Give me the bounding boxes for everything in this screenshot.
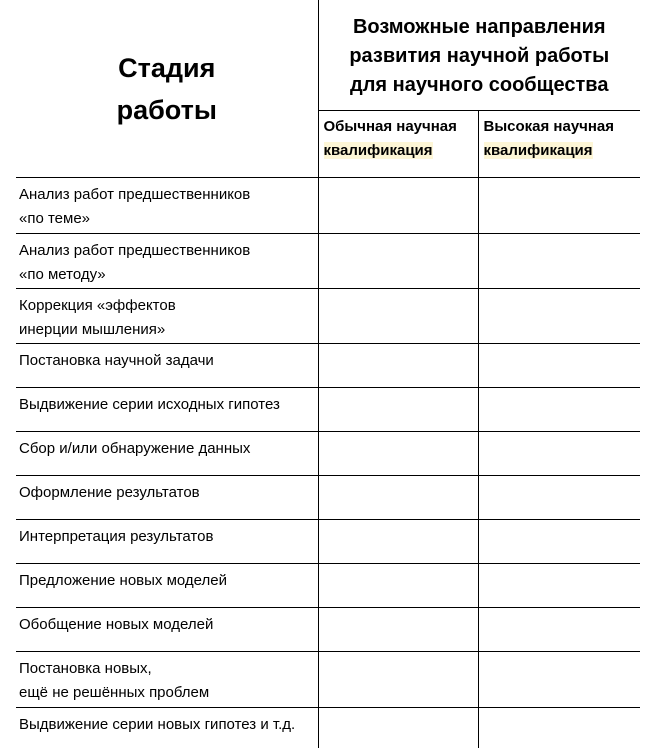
- regular-cell[interactable]: [318, 520, 478, 564]
- stage-line1: Постановка новых,: [19, 660, 152, 677]
- stage-header-line2: работы: [116, 94, 217, 125]
- high-cell[interactable]: [478, 344, 640, 388]
- regular-cell[interactable]: [318, 476, 478, 520]
- stage-column-header: [16, 0, 318, 178]
- table-row: [16, 520, 640, 564]
- regular-cell[interactable]: [318, 608, 478, 652]
- research-stages-table: [16, 0, 640, 748]
- table-row: [16, 708, 640, 748]
- table-row: [16, 564, 640, 608]
- directions-header-line2: развития научной работы: [349, 44, 610, 67]
- directions-header-line3: для научного сообщества: [350, 73, 609, 96]
- high-cell[interactable]: [478, 432, 640, 476]
- stage-line1: Оформление результатов: [19, 484, 200, 501]
- directions-header: [318, 0, 640, 111]
- stage-line1: Предложение новых моделей: [19, 572, 227, 589]
- stage-cell: [16, 344, 318, 388]
- regular-cell[interactable]: [318, 652, 478, 708]
- stage-cell: [16, 178, 318, 234]
- regular-header-line1: Обычная научная: [323, 118, 457, 135]
- high-cell[interactable]: [478, 608, 640, 652]
- high-qualification-header: [478, 111, 640, 178]
- stage-line1: Выдвижение серии исходных гипотез: [19, 396, 280, 413]
- stage-cell: [16, 608, 318, 652]
- stage-line1: Постановка научной задачи: [19, 352, 214, 369]
- stage-line1: Коррекция «эффектов: [19, 297, 176, 314]
- table-row: [16, 178, 640, 234]
- stage-header-line1: Стадия: [118, 52, 216, 83]
- stage-line2: ещё не решённых проблем: [19, 684, 210, 701]
- high-cell[interactable]: [478, 564, 640, 608]
- high-cell[interactable]: [478, 652, 640, 708]
- regular-cell[interactable]: [318, 289, 478, 344]
- stage-cell: [16, 652, 318, 708]
- stage-line1: Обобщение новых моделей: [19, 616, 214, 633]
- stages-table: [16, 0, 640, 746]
- high-cell[interactable]: [478, 234, 640, 289]
- regular-cell[interactable]: [318, 178, 478, 234]
- directions-header-line1: Возможные направления: [352, 15, 606, 38]
- stage-line1: Анализ работ предшественников: [19, 186, 251, 203]
- table-row: [16, 476, 640, 520]
- stage-cell: [16, 234, 318, 289]
- stage-line1: Сбор и/или обнаружение данных: [19, 440, 251, 457]
- high-cell[interactable]: [478, 388, 640, 432]
- table-row: [16, 344, 640, 388]
- high-cell[interactable]: [478, 178, 640, 234]
- regular-cell[interactable]: [318, 234, 478, 289]
- stage-cell: [16, 564, 318, 608]
- regular-cell[interactable]: [318, 388, 478, 432]
- high-cell[interactable]: [478, 476, 640, 520]
- stage-cell: [16, 432, 318, 476]
- regular-cell[interactable]: [318, 432, 478, 476]
- stage-cell: [16, 520, 318, 564]
- high-cell[interactable]: [478, 708, 640, 748]
- high-cell[interactable]: [478, 520, 640, 564]
- table-row: [16, 234, 640, 289]
- high-cell[interactable]: [478, 289, 640, 344]
- table-row: [16, 289, 640, 344]
- regular-header-line2: квалификация: [323, 142, 433, 159]
- stage-cell: [16, 388, 318, 432]
- stage-line2: «по теме»: [19, 210, 91, 227]
- regular-cell[interactable]: [318, 564, 478, 608]
- table-row: [16, 608, 640, 652]
- stage-cell: [16, 289, 318, 344]
- stage-cell: [16, 708, 318, 748]
- stage-line1: Выдвижение серии новых гипотез и т.д.: [19, 716, 296, 733]
- stage-line1: Анализ работ предшественников: [19, 242, 251, 259]
- stage-cell: [16, 476, 318, 520]
- regular-cell[interactable]: [318, 344, 478, 388]
- table-row: [16, 652, 640, 708]
- table-row: [16, 432, 640, 476]
- regular-qualification-header: [318, 111, 478, 178]
- high-header-line1: Высокая научная: [483, 118, 615, 135]
- stage-line2: инерции мышления»: [19, 321, 166, 338]
- stage-line1: Интерпретация результатов: [19, 528, 214, 545]
- stage-line2: «по методу»: [19, 266, 106, 283]
- high-header-line2: квалификация: [483, 142, 593, 159]
- table-row: [16, 388, 640, 432]
- regular-cell[interactable]: [318, 708, 478, 748]
